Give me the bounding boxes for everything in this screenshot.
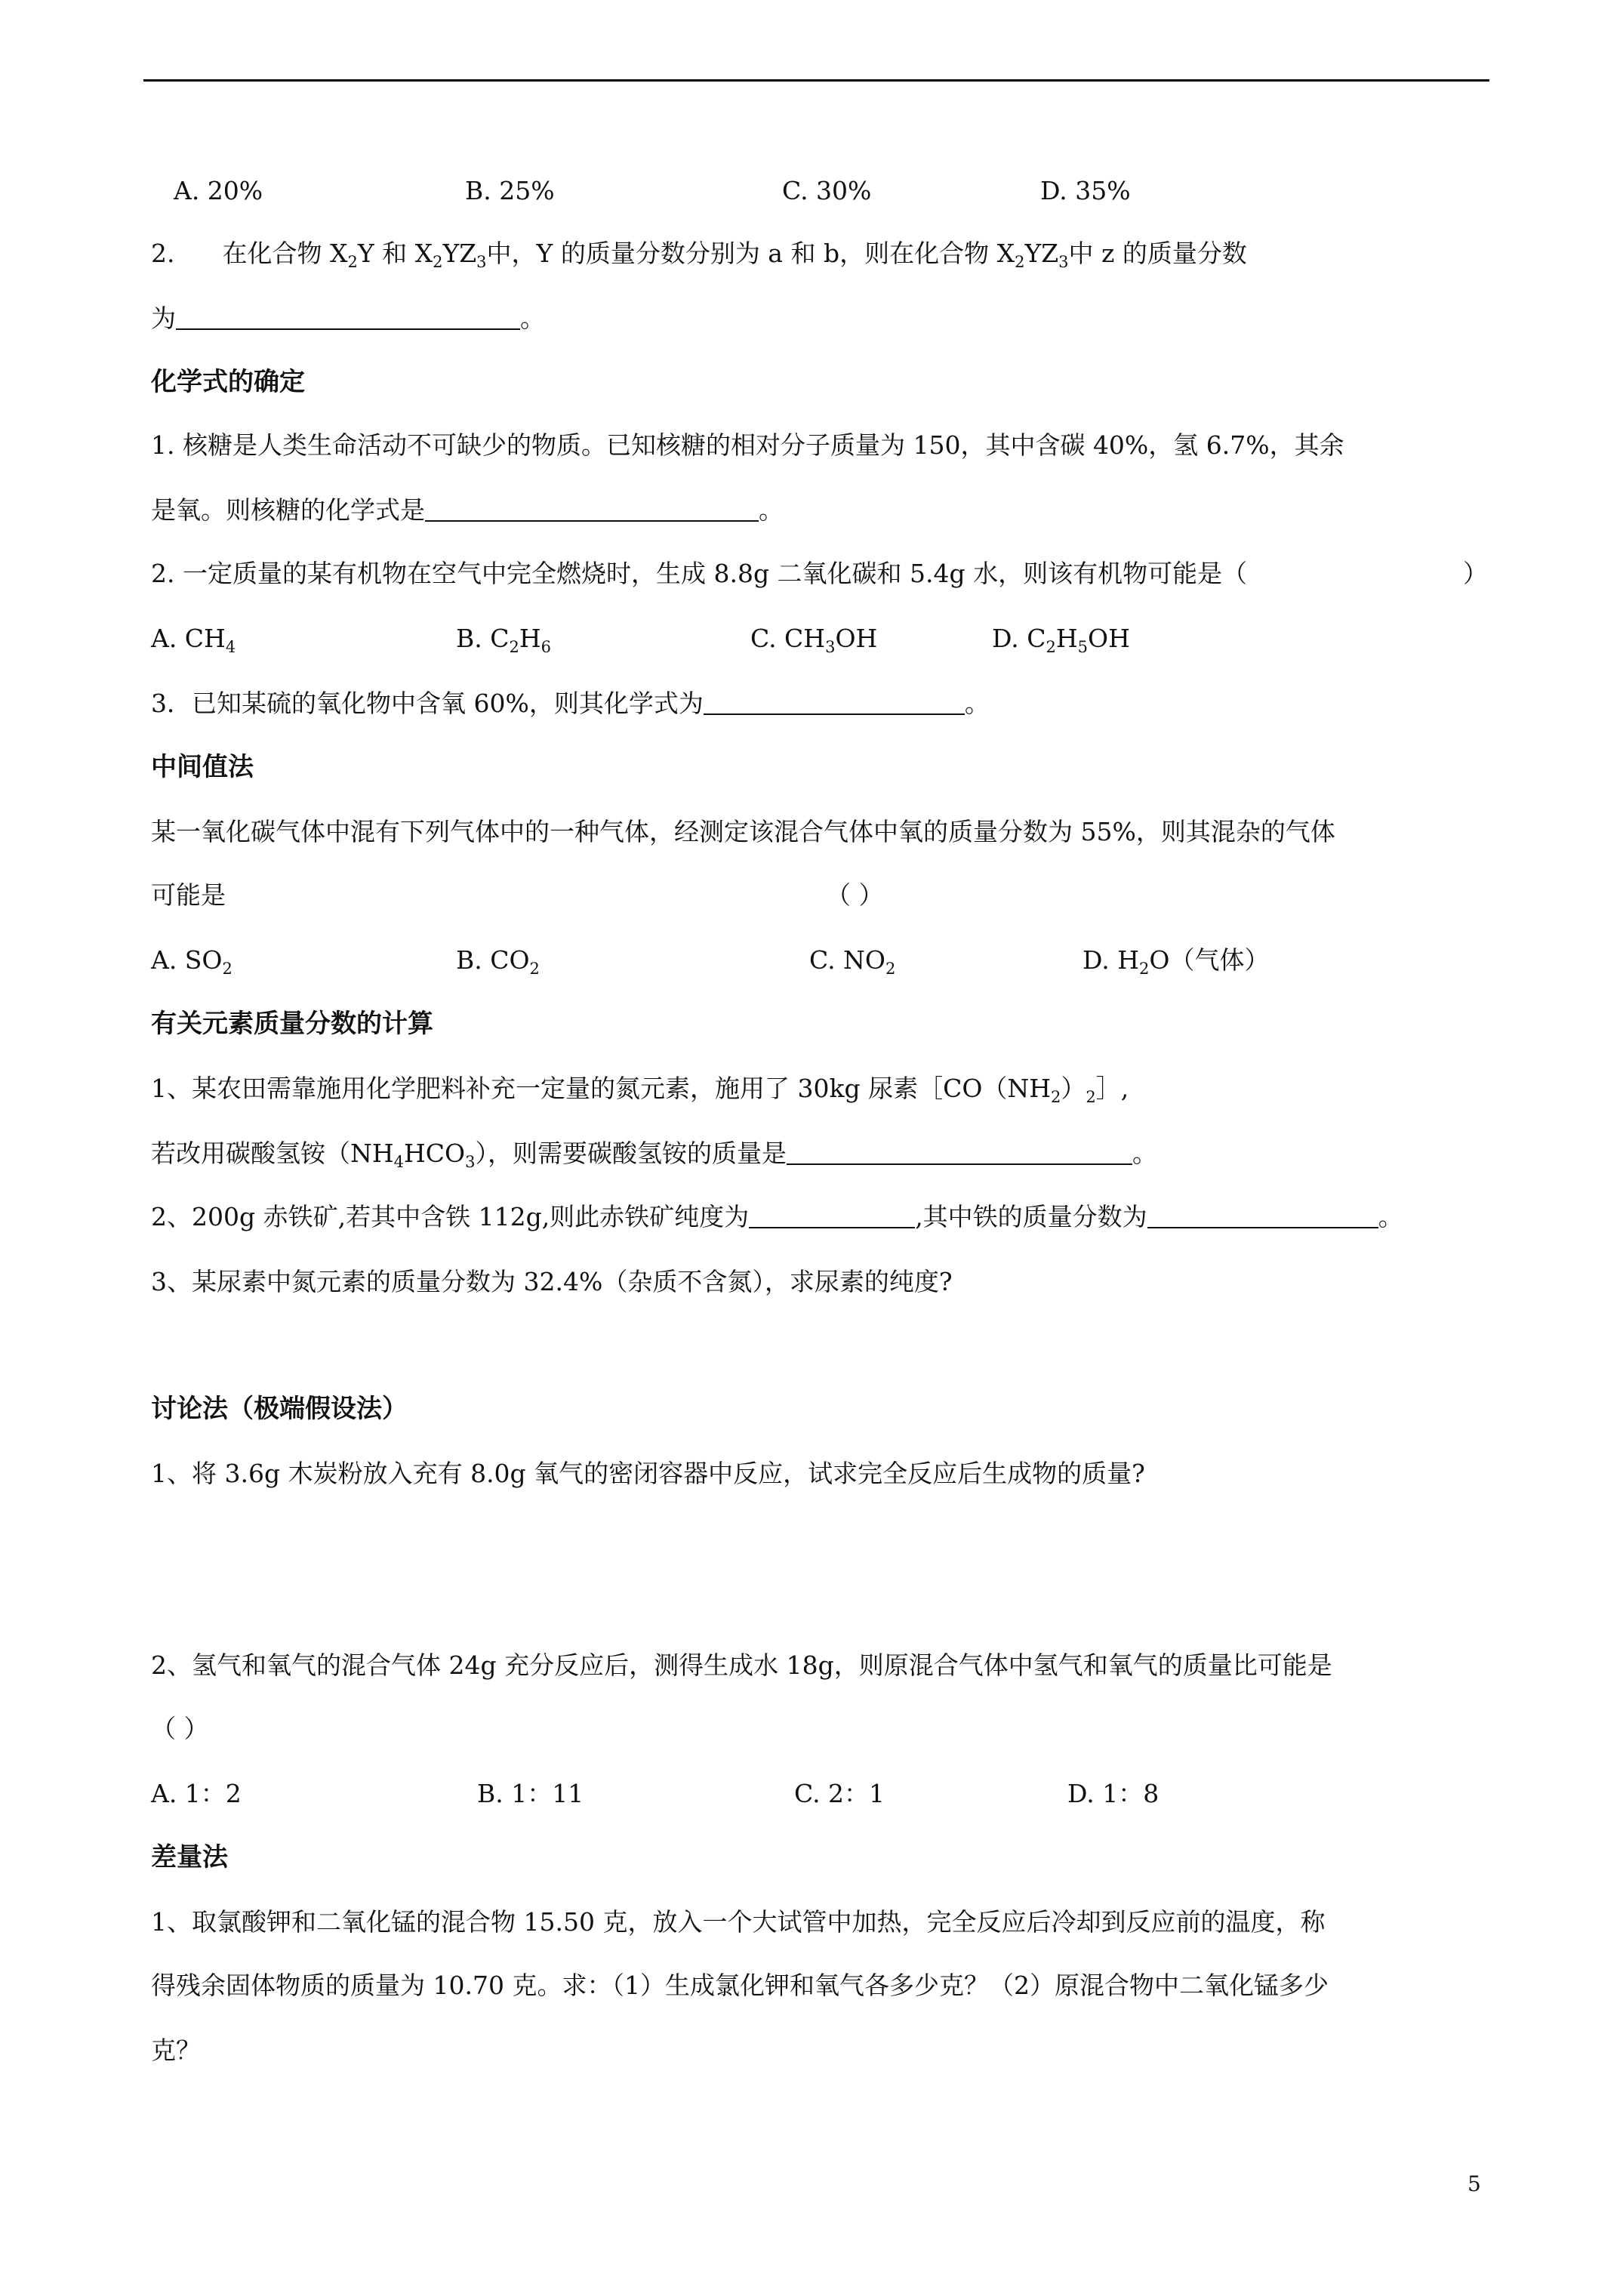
option-b: B. 25% — [465, 176, 555, 205]
section-title-median: 中间值法 — [151, 752, 254, 782]
q-xy-line2: 为 。 — [151, 304, 545, 333]
sec3-q1-line1: 1、某农田需靠施用化学肥料补充一定量的氮元素，施用了 30kg 尿素$[CO(NH_2)_2]$, — [151, 1074, 1129, 1106]
sec4-q2-line2: （ ） — [151, 1714, 209, 1743]
option-b: B. 1：11 — [477, 1779, 584, 1808]
sec1-q3: 3．已知某硫的氧化物中含氧 60%，则其化学式为 。 — [151, 689, 990, 718]
option-d: D. $H_2O$（气体） — [1083, 945, 1270, 978]
section-title-discussion: 讨论法（极端假设法） — [151, 1394, 408, 1424]
option-d: D. 35% — [1040, 176, 1131, 205]
sec3-q2: 2、200g 赤铁矿,若其中含铁 112g,则此赤铁矿纯度为 ,其中铁的质量分数为 。 — [151, 1202, 1403, 1231]
sec1-q2-paren: ） — [1463, 559, 1488, 588]
page-number: 5 — [1467, 2171, 1481, 2196]
option-c: C. $NO_2$ — [809, 945, 896, 978]
option-a: A. $SO_2$ — [151, 945, 233, 978]
option-d: D. 1：8 — [1067, 1779, 1160, 1808]
section-title-mass-fraction: 有关元素质量分数的计算 — [151, 1009, 433, 1039]
option-c: C. 30% — [782, 176, 872, 205]
section-title-formula: 化学式的确定 — [151, 367, 305, 397]
option-b: B. $CO_2$ — [456, 945, 540, 978]
sec5-line2: 得残余固体物质的质量为 10.70 克。求：（1）生成氯化钾和氧气各多少克？（2）原混合物中二氧化锰多少 — [151, 1971, 1329, 2000]
sec2-paren: （ ） — [826, 880, 884, 910]
section-title-difference: 差量法 — [151, 1842, 228, 1872]
sec2-line2: 可能是 — [151, 880, 226, 910]
answer-blank[interactable] — [749, 1204, 915, 1228]
sec3-q3: 3、某尿素中氮元素的质量分数为 32.4%（杂质不含氮），求尿素的纯度? — [151, 1267, 953, 1296]
sec4-q2-options — [151, 1779, 1495, 1809]
answer-blank[interactable] — [787, 1141, 1132, 1165]
option-b: B. $C_2H_6$ — [456, 624, 552, 656]
sec4-q1: 1、将 3.6g 木炭粉放入充有 8.0g 氧气的密闭容器中反应，试求完全反应后生成物的质量? — [151, 1459, 1145, 1488]
answer-blank[interactable] — [704, 691, 965, 715]
sec1-q1-line2: 是氧。则核糖的化学式是 。 — [151, 495, 784, 525]
q0-options — [151, 176, 1495, 206]
answer-blank[interactable] — [1147, 1204, 1378, 1228]
option-c: C. 2：1 — [794, 1779, 885, 1808]
sec4-q2-line1: 2、氢气和氧气的混合气体 24g 充分反应后，测得生成水 18g，则原混合气体中氢气和氧气的质量比可能是 — [151, 1650, 1332, 1680]
answer-blank[interactable] — [425, 498, 759, 522]
sec1-q1-line1: 1. 核糖是人类生命活动不可缺少的物质。已知核糖的相对分子质量为 150，其中含碳 40%，氢 6.7%，其余 — [151, 430, 1344, 460]
sec3-q1-line2: 若改用碳酸氢铵$(NH_4HCO_3)$，则需要碳酸氢铵的质量是 。 — [151, 1139, 1157, 1171]
option-d: D. $C_2H_5OH$ — [992, 624, 1130, 656]
sec5-line1: 1、取氯酸钾和二氧化锰的混合物 15.50 克，放入一个大试管中加热，完全反应后冷却到反应前的温度，称 — [151, 1907, 1326, 1937]
option-a: A. $CH_4$ — [151, 624, 236, 656]
option-a: A. 20% — [174, 176, 263, 205]
sec5-line3: 克？ — [151, 2036, 201, 2065]
header-rule — [143, 79, 1489, 82]
sec2-options — [151, 945, 1495, 978]
option-c: C. $CH_3OH$ — [750, 624, 878, 656]
sec1-q2: 2. 一定质量的某有机物在空气中完全燃烧时，生成 8.8g 二氧化碳和 5.4g 水，则该有机物可能是（ — [151, 559, 1248, 588]
sec1-q2-options — [151, 624, 1495, 654]
sec2-line1: 某一氧化碳气体中混有下列气体中的一种气体，经测定该混合气体中氧的质量分数为 55%，则其混杂的气体 — [151, 817, 1335, 846]
q-xy-line1: 2. 在化合物 $X_2Y$ 和 $X_2YZ_3$中，Y 的质量分数分别为 a 和 b，则在化合物 $X_2YZ_3$中 z 的质量分数 — [151, 239, 1247, 271]
option-a: A. 1：2 — [151, 1779, 242, 1808]
answer-blank[interactable] — [176, 306, 520, 330]
